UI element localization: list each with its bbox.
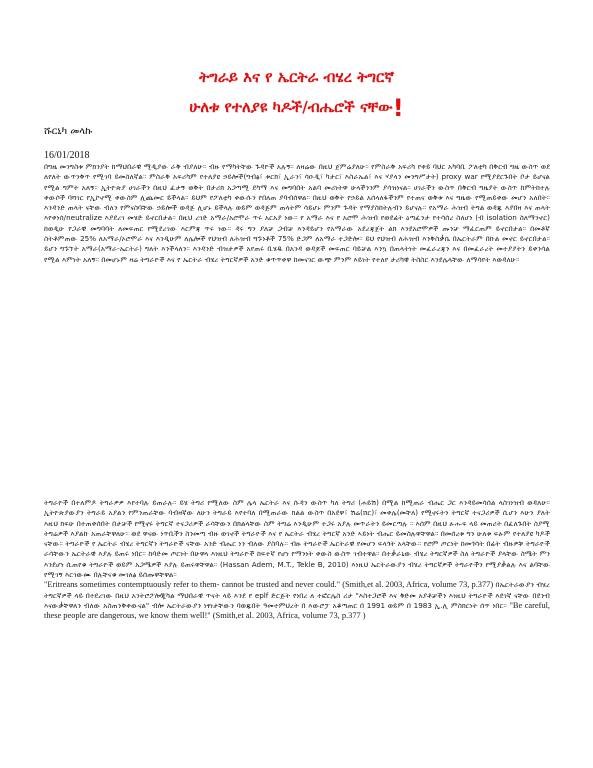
title-exclamation: ! <box>392 94 404 122</box>
quote-smith-2: "Be careful, these people are dangerous, we know them well!" (Smith,et al. 2003, Africa, volume 73, p.377 ) <box>44 600 550 621</box>
document-title-line-1: ትግራይ እና የ ኤርትራ ብሄረ ትግርኛ <box>199 68 394 86</box>
author-name: ሹርኒካ መላኩ <box>44 126 93 137</box>
quote-smith-1: "Eritreans sometimes contemptuously refer to them- cannot be trusted and never could." (Smith,et al. 2003, Africa, volume 73, p.377) <box>44 580 494 590</box>
paragraph-1: በግዜ መንግስቱ ምክንያት ከማህበራዊ ሚዲያው ራቅ ብያለሁ። ብዙ የማካትቸው ጉዳዮች አሉኝ። ለዛሬው በዚህ ጀምሬያለሁ። የምስራቅ አፍሪካ የቀይ ባህር አካባቢ ፖለቲካ በቅርብ ግዜ ውስጥ ወደ ለየለት ውጥንቅጥ የሚገባ ይመስለኛል። ምስራቅ አፍሪካም የተለያዩ ኃይሎች(ግብፅ፣ ቱርክ፣ ኢራን፣ ሳዑዲ፣ ካታር፣ እስራኤል፣ እና ሃያላን መንግሥታት) proxy war የሚያደርጉበት ቦታ ይሆናል የሚል ግምት አለኝ። ኢትዮጵያ ሀገራችን በዚህ ፈታኝ ወቅት በታሪክ አጋጣሚ ደካማ እና መግባበት አልባ መሪነትዋ ሁላችንንም ያሳዝነናል። ሀገራችን ውስጥ በቅርብ ግዜያት ውስጥ ከምትከተሉ ቀውሶች ባሻገር የኢኮኖሚ ቀውስም ሊጨመር ይችላል። ይህም የፖለቲካ ቀውሱን የበለጠ ያባብሰዋል። በዚህ ወቅት የኃይል አሰላለፋችንም የተጠና ወቅቱ እና ግዜው የሚጠይቀው መሆን አለበት። እንዳንድ ጠላት ናቸው ብለን የምናስባቸው ኃይሎች ወዳጅ ሊሆኑ ይችላሉ ወይም ወዳጅም ጠላትም ሳይሆኑ ምንም ጉዳት የማያስከትሉብን ይሆናሉ። የአማራ ሕዝብ ትግል ወዳጁ እያበዛ እና ጠላት እየቀነሰ/neutralize እያደረገ መሄድ ይኖርበታል። በዚህ ረገድ አማራ/አሮሞራ ጥሩ አርአያ ነው። የ አማራ እና የ አሮሞ ሕዝብ የወደፊት ዕጣፈንታ የተሳሰረ ስለሆነ (ብ isolation ስለማንኖር) ከወዲሁ የጋራዊ መግባባት ለመፍጠር የሚደረገው እርምጃ ጥሩ ነው። ዳሩ ግን ያለቻ ጋብቻ እንዳይሆን የአማራው አደረጃጀት ልክ እንደአሮሞዎች ጡንቻ ማፈርጠም ይኖርበታል። በመቶኛ ስትቶምጠው 25% ለአማራ/ኦሮሞራ እና እንዲሁም ለሌሎች የህዝብ ለሕዝብ ግኙነቶች 75% ድጋም ለአማራ ተጋድሎ። ይህ የህዝብ ለሕዝብ እንቅስቃሴ በኤርትራም በኩል መኖር ይኖርበታል። ይሆን ግኙኘት አማራ(አማራ-ኤርትራ) ግለት እንችላለን። እንዳንድ ብዝታዎች አየጠሩ ቢሄዱ በአንዳ ወዳጆች መፍጠር ባይቻል እንኳ በጠላትነት መፈራረጃን እና በመፈራረት መተያያትን ይቀንሳል የሚል እምነት አለኝ። በመሆኑም ዛሬ ትግራዮች እና የ ኤርትራ ብሄረ ትግርኛዎች አንድ ቁጥጥቀዋ ከመናገር ውጭ ምንም እይነት የተለየ ታሪካዊ ትስስር እንደሌላቸው ለማሳየት እወዳለሁ። <box>44 162 550 264</box>
paragraph-2-text: ትግራዮች በተለምዶ ትግራዎዎ እየተባሉ ይጠራሉ። ይሄ ትግሪ የሚለው ስም ሌላ ኤርትራ እና ሱዳን ውስጥ ካለ ትግሪ (ሐይሽ) በሚል ከሚጠራ ብሔር ጋር እንዳይመሳሰል ላስገነዝብ ወዳለሁ። ኢትዮጵያውያን ትግራይ አያልን የምንጠራቸው ባብዛኛው ለሁን ትግራይ እየተባለ በሚጠራው ክልል ውስጥ በአደዋ፣ ሽሬ(ሸር)፣ መቀሌ(መቸለ) የሚኖሩትን ትግርኛ ተናጋሪዎች ሲሆን እሁን ያለት እዚህ ክፍሁ በተጠቀሰበት በታቻች የሚኖሩ ትግርኛ ተናጋሪዎች ራሳቸውን በክልላቸው ስም ትግሬ እንዲሁም ተጋሩ አያሉ መጥራትን ይመርጣሉ ። እሰም በዚህ ፁሑፍ ላይ መጠሪት በፈለጉበት ስያሚ ትግሬዎች እያልኩ አጠራቸዋለሁ። ወደ ዋናው ነጥቢችን ስንመጣ ብዙ ወገኖች ትግራዮች እና የ ኤርትራ ብሄረ ትግርኛ አንድ ኣይነት ብሔር ይመስሉዋቸዋል። በመሰረቱ ግን ሁለቱ ፍፁም የተለያዩ ካዶች ናቸው። ትግራዮች የ ኤርትራ ብሄረ ትግርኛን ትግራዮች ናቸው አንድ ብሔር ነን ብለው ያስባሉ። ብዙ ትግራዮች ኤርትራዊ የመሆን ፍላጎት አላቸው። የሮም ጦርነት ከመጎሳት በፊት ብዙዎቹ ትግራዮች ራሳቸውን ኤርትራዊ እያሉ ይጠሩ ነበር። ከባድመ ጦርነት በሁዋላ እነዚህ ትግራዮች ከፍተኛ የሆነ የማንነት ቀውስ ውስጥ ገብተዋል። በተቃራኒው ብሄረ ትግርኛዎች ስለ ትግራዮች ያላቸው ስሜት ምን እንደሆነ ሲጠየቁ ትግራዮች ወይም አጋሜዎች እያሉ ይጠሩዋቸዋል። (Hassan Adem, M.T., Tekle B, 2010) እነዚህ ኤርትራውያን ብሄረ ትግርኛዎች ትግራዮችን የሚያቃልሉ እና ልባቸው የሚገኝ እርገውሙ በሉቸናቁ መገለፅ ይሰጡዋቸዋል። <box>44 498 550 580</box>
paragraph-2-continuation: በኤርትራውያን ብሄረ ትግርኛዎች ላይ በተደረገው በዚህ አንትሮፖሎጂካል ማህበራዊ ጥናት ላይ እንደ የ eplf ድርጅት የነበረ ለ ተፎርሌስ ሪታ "እስተጋሮች እና ቅድመ አያቶቻችን እነዚህ ትግራዮች እደገኛ ናቸው በደንብ እናውቃቸዋለን ብለው አስጠንቅቀውናል" ብሎ ኤርትራውያን ነፃነታቸውን ባወጁበት ዓመተምህረት በ እውሮፓ አቆጣጠር በ 1991 ወይም በ 1983 ኢ.ሊ ምስክርነት ሰጥ ነበር። <box>44 580 550 610</box>
document-date: 16/01/2018 <box>44 150 90 161</box>
paragraph-2 <box>44 498 550 622</box>
title-line-2-text: ሁለቱ የተለያዩ ካዶች/ብሔሮች ናቸው <box>189 98 393 116</box>
document-title-line-2 <box>0 90 593 122</box>
